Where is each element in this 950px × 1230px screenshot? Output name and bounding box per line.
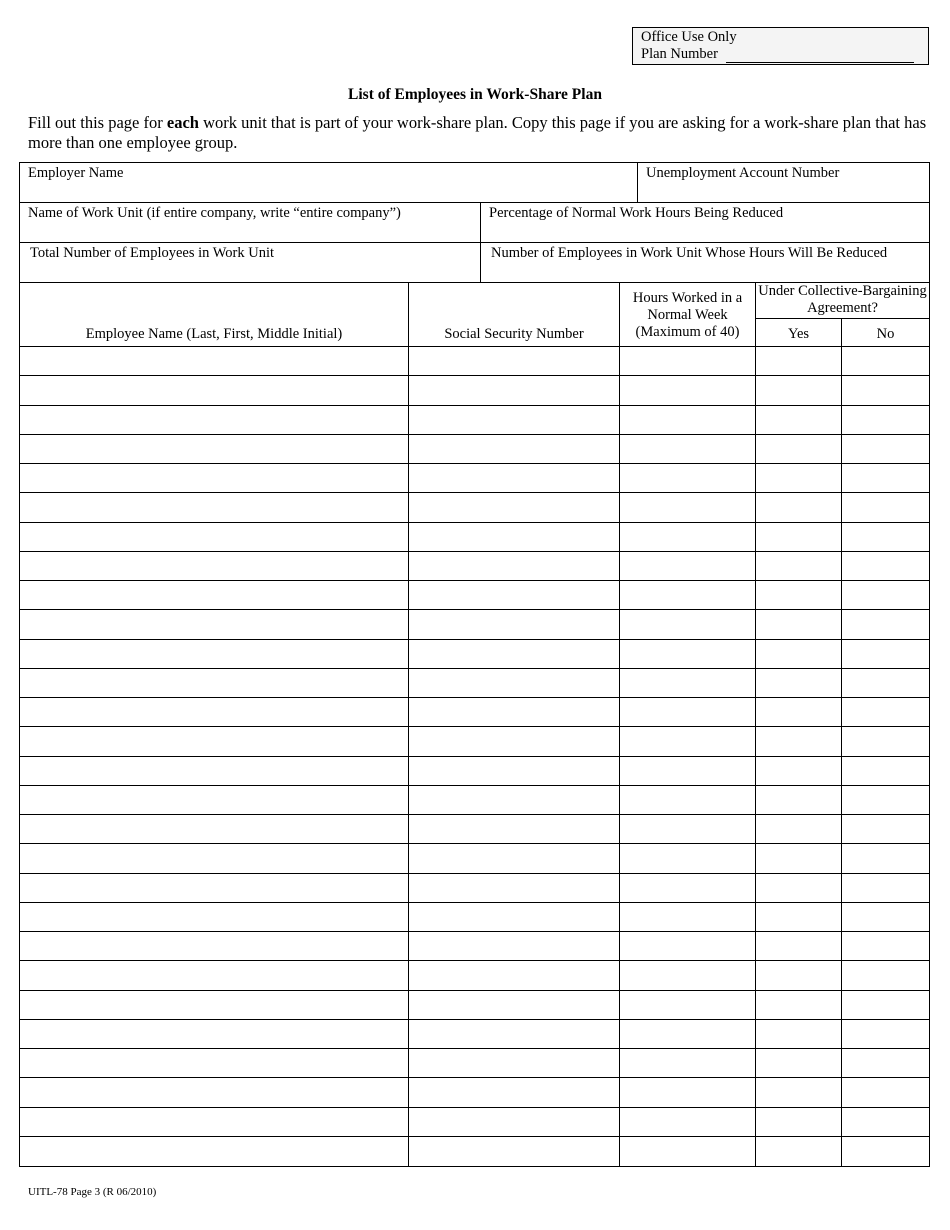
employee-name-cell[interactable] xyxy=(20,347,408,375)
cba-yes-cell[interactable] xyxy=(756,844,841,872)
cba-no-cell[interactable] xyxy=(842,1108,929,1136)
hours-cell[interactable] xyxy=(620,991,755,1019)
work-unit-name-field[interactable] xyxy=(20,203,481,242)
cba-yes-cell[interactable] xyxy=(756,786,841,814)
total-employees-field[interactable] xyxy=(22,243,481,282)
col-header-hours: Hours Worked in a Normal Week (Maximum of 40) xyxy=(632,290,743,340)
cba-no-cell[interactable] xyxy=(842,640,929,668)
cba-yes-cell[interactable] xyxy=(756,376,841,404)
cba-no-cell[interactable] xyxy=(842,1049,929,1077)
hours-cell[interactable] xyxy=(620,669,755,697)
cba-no-cell[interactable] xyxy=(842,376,929,404)
cba-yes-cell[interactable] xyxy=(756,961,841,989)
ssn-cell[interactable] xyxy=(409,1020,619,1048)
cba-no-cell[interactable] xyxy=(842,786,929,814)
ssn-cell[interactable] xyxy=(409,581,619,609)
cba-no-cell[interactable] xyxy=(842,406,929,434)
cba-no-cell[interactable] xyxy=(842,727,929,755)
cba-no-cell[interactable] xyxy=(842,552,929,580)
col-header-employee-name: Employee Name (Last, First, Middle Initial) xyxy=(85,326,343,342)
hours-cell[interactable] xyxy=(620,347,755,375)
employee-name-cell[interactable] xyxy=(20,376,408,404)
employee-name-cell[interactable] xyxy=(20,1108,408,1136)
intro-text xyxy=(28,113,928,153)
hours-cell[interactable] xyxy=(620,1049,755,1077)
ssn-cell[interactable] xyxy=(409,552,619,580)
cba-subheader-line xyxy=(755,318,929,319)
ssn-cell[interactable] xyxy=(409,874,619,902)
cba-yes-cell[interactable] xyxy=(756,523,841,551)
employee-name-cell[interactable] xyxy=(20,552,408,580)
cba-no-cell[interactable] xyxy=(842,903,929,931)
ssn-cell[interactable] xyxy=(409,640,619,668)
hours-cell[interactable] xyxy=(620,874,755,902)
cba-no-cell[interactable] xyxy=(842,991,929,1019)
cba-no-cell[interactable] xyxy=(842,464,929,492)
cba-no-cell[interactable] xyxy=(842,435,929,463)
cba-yes-cell[interactable] xyxy=(756,757,841,785)
hours-cell[interactable] xyxy=(620,640,755,668)
divider xyxy=(480,243,481,282)
employee-name-cell[interactable] xyxy=(20,640,408,668)
col-header-yes: Yes xyxy=(787,326,810,342)
office-use-box xyxy=(632,27,929,65)
hours-cell[interactable] xyxy=(620,1020,755,1048)
cba-yes-cell[interactable] xyxy=(756,435,841,463)
cba-yes-cell[interactable] xyxy=(756,903,841,931)
cba-yes-cell[interactable] xyxy=(756,1049,841,1077)
employee-name-cell[interactable] xyxy=(20,669,408,697)
cba-no-cell[interactable] xyxy=(842,581,929,609)
employee-name-cell[interactable] xyxy=(20,874,408,902)
cba-yes-cell[interactable] xyxy=(756,1137,841,1165)
ssn-cell[interactable] xyxy=(409,903,619,931)
cba-yes-cell[interactable] xyxy=(756,991,841,1019)
ssn-cell[interactable] xyxy=(409,610,619,638)
hours-cell[interactable] xyxy=(620,757,755,785)
employee-name-cell[interactable] xyxy=(20,844,408,872)
cba-no-cell[interactable] xyxy=(842,1078,929,1106)
cba-yes-cell[interactable] xyxy=(756,1108,841,1136)
ssn-cell[interactable] xyxy=(409,669,619,697)
hours-cell[interactable] xyxy=(620,523,755,551)
intro-part2: work unit that is part of your work-share plan. Copy this page if you are asking for a work-share plan that has more than one employee group. xyxy=(28,113,927,152)
cba-yes-cell[interactable] xyxy=(756,406,841,434)
ssn-cell[interactable] xyxy=(409,376,619,404)
hours-cell[interactable] xyxy=(620,844,755,872)
ssn-cell[interactable] xyxy=(409,961,619,989)
cba-no-cell[interactable] xyxy=(842,523,929,551)
plan-number-row xyxy=(641,46,928,63)
percentage-reduced-field[interactable] xyxy=(481,203,929,242)
ssn-cell[interactable] xyxy=(409,435,619,463)
employee-name-cell[interactable] xyxy=(20,727,408,755)
employees-reduced-label: Number of Employees in Work Unit Whose Hours Will Be Reduced xyxy=(491,245,888,261)
intro-bold: each xyxy=(166,113,199,132)
hours-cell[interactable] xyxy=(620,581,755,609)
ssn-cell[interactable] xyxy=(409,757,619,785)
hours-cell[interactable] xyxy=(620,464,755,492)
hours-cell[interactable] xyxy=(620,1137,755,1165)
cba-yes-cell[interactable] xyxy=(756,493,841,521)
cba-yes-cell[interactable] xyxy=(756,640,841,668)
cba-yes-cell[interactable] xyxy=(756,669,841,697)
cba-yes-cell[interactable] xyxy=(756,932,841,960)
cba-no-cell[interactable] xyxy=(842,698,929,726)
cba-yes-cell[interactable] xyxy=(756,698,841,726)
cba-no-cell[interactable] xyxy=(842,493,929,521)
cba-yes-cell[interactable] xyxy=(756,1020,841,1048)
hours-cell[interactable] xyxy=(620,903,755,931)
employees-reduced-field[interactable] xyxy=(483,243,929,282)
employee-name-cell[interactable] xyxy=(20,523,408,551)
total-employees-label: Total Number of Employees in Work Unit xyxy=(30,245,275,261)
cba-no-cell[interactable] xyxy=(842,815,929,843)
cba-no-cell[interactable] xyxy=(842,347,929,375)
cba-no-cell[interactable] xyxy=(842,932,929,960)
cba-no-cell[interactable] xyxy=(842,844,929,872)
employee-name-cell[interactable] xyxy=(20,961,408,989)
hours-cell[interactable] xyxy=(620,1078,755,1106)
employee-name-cell[interactable] xyxy=(20,903,408,931)
col-header-cba: Under Collective-Bargaining Agreement? xyxy=(758,283,927,316)
cba-yes-cell[interactable] xyxy=(756,581,841,609)
cba-yes-cell[interactable] xyxy=(756,1078,841,1106)
cba-yes-cell[interactable] xyxy=(756,610,841,638)
percentage-reduced-label: Percentage of Normal Work Hours Being Reduced xyxy=(489,205,784,221)
hours-cell[interactable] xyxy=(620,786,755,814)
employee-table xyxy=(19,282,930,1167)
ssn-cell[interactable] xyxy=(409,493,619,521)
employee-name-cell[interactable] xyxy=(20,406,408,434)
employee-name-cell[interactable] xyxy=(20,815,408,843)
ssn-cell[interactable] xyxy=(409,815,619,843)
ssn-cell[interactable] xyxy=(409,932,619,960)
ssn-cell[interactable] xyxy=(409,844,619,872)
cba-yes-cell[interactable] xyxy=(756,464,841,492)
employer-name-label: Employer Name xyxy=(28,165,124,181)
work-unit-row xyxy=(19,202,930,243)
cba-no-cell[interactable] xyxy=(842,961,929,989)
unemployment-account-label: Unemployment Account Number xyxy=(646,165,840,181)
cba-no-cell[interactable] xyxy=(842,874,929,902)
ssn-cell[interactable] xyxy=(409,406,619,434)
cba-yes-cell[interactable] xyxy=(756,347,841,375)
page-title: List of Employees in Work-Share Plan xyxy=(348,86,602,103)
employee-count-row xyxy=(19,242,930,283)
ssn-cell[interactable] xyxy=(409,727,619,755)
employee-name-cell[interactable] xyxy=(20,435,408,463)
col-header-ssn: Social Security Number xyxy=(444,326,584,342)
employee-name-cell[interactable] xyxy=(20,786,408,814)
employee-name-cell[interactable] xyxy=(20,1049,408,1077)
ssn-cell[interactable] xyxy=(409,523,619,551)
ssn-cell[interactable] xyxy=(409,786,619,814)
hours-cell[interactable] xyxy=(620,815,755,843)
ssn-cell[interactable] xyxy=(409,464,619,492)
employee-name-cell[interactable] xyxy=(20,581,408,609)
cba-no-cell[interactable] xyxy=(842,1137,929,1165)
employee-name-cell[interactable] xyxy=(20,610,408,638)
ssn-cell[interactable] xyxy=(409,347,619,375)
cba-no-cell[interactable] xyxy=(842,669,929,697)
unemployment-account-field[interactable] xyxy=(638,163,929,202)
employee-name-cell[interactable] xyxy=(20,991,408,1019)
employee-name-cell[interactable] xyxy=(20,464,408,492)
ssn-cell[interactable] xyxy=(409,1078,619,1106)
hours-cell[interactable] xyxy=(620,961,755,989)
hours-cell[interactable] xyxy=(620,727,755,755)
hours-cell[interactable] xyxy=(620,610,755,638)
hours-cell[interactable] xyxy=(620,493,755,521)
employer-name-field[interactable] xyxy=(20,163,638,202)
employee-name-cell[interactable] xyxy=(20,1078,408,1106)
intro-part1: Fill out this page for xyxy=(28,113,167,132)
employee-name-cell[interactable] xyxy=(20,1020,408,1048)
employee-name-cell[interactable] xyxy=(20,493,408,521)
plan-number-label: Plan Number xyxy=(641,46,718,62)
col-header-no: No xyxy=(876,326,895,342)
ssn-cell[interactable] xyxy=(409,1049,619,1077)
cba-yes-cell[interactable] xyxy=(756,874,841,902)
hours-cell[interactable] xyxy=(620,406,755,434)
hours-cell[interactable] xyxy=(620,698,755,726)
employer-row xyxy=(19,162,930,203)
form-footer: UITL-78 Page 3 (R 06/2010) xyxy=(28,1186,157,1198)
cba-yes-cell[interactable] xyxy=(756,552,841,580)
employee-name-cell[interactable] xyxy=(20,1137,408,1165)
cba-no-cell[interactable] xyxy=(842,1020,929,1048)
hours-cell[interactable] xyxy=(620,435,755,463)
work-unit-name-label: Name of Work Unit (if entire company, write “entire company”) xyxy=(28,205,401,221)
cba-no-cell[interactable] xyxy=(842,610,929,638)
ssn-cell[interactable] xyxy=(409,991,619,1019)
cba-yes-cell[interactable] xyxy=(756,727,841,755)
office-use-label: Office Use Only xyxy=(641,29,737,45)
hours-cell[interactable] xyxy=(620,932,755,960)
ssn-cell[interactable] xyxy=(409,1137,619,1165)
cba-yes-cell[interactable] xyxy=(756,815,841,843)
hours-cell[interactable] xyxy=(620,376,755,404)
employee-name-cell[interactable] xyxy=(20,757,408,785)
hours-cell[interactable] xyxy=(620,552,755,580)
employee-name-cell[interactable] xyxy=(20,932,408,960)
hours-cell[interactable] xyxy=(620,1108,755,1136)
cba-no-cell[interactable] xyxy=(842,757,929,785)
plan-number-input[interactable] xyxy=(726,49,914,63)
ssn-cell[interactable] xyxy=(409,1108,619,1136)
ssn-cell[interactable] xyxy=(409,698,619,726)
employee-name-cell[interactable] xyxy=(20,698,408,726)
